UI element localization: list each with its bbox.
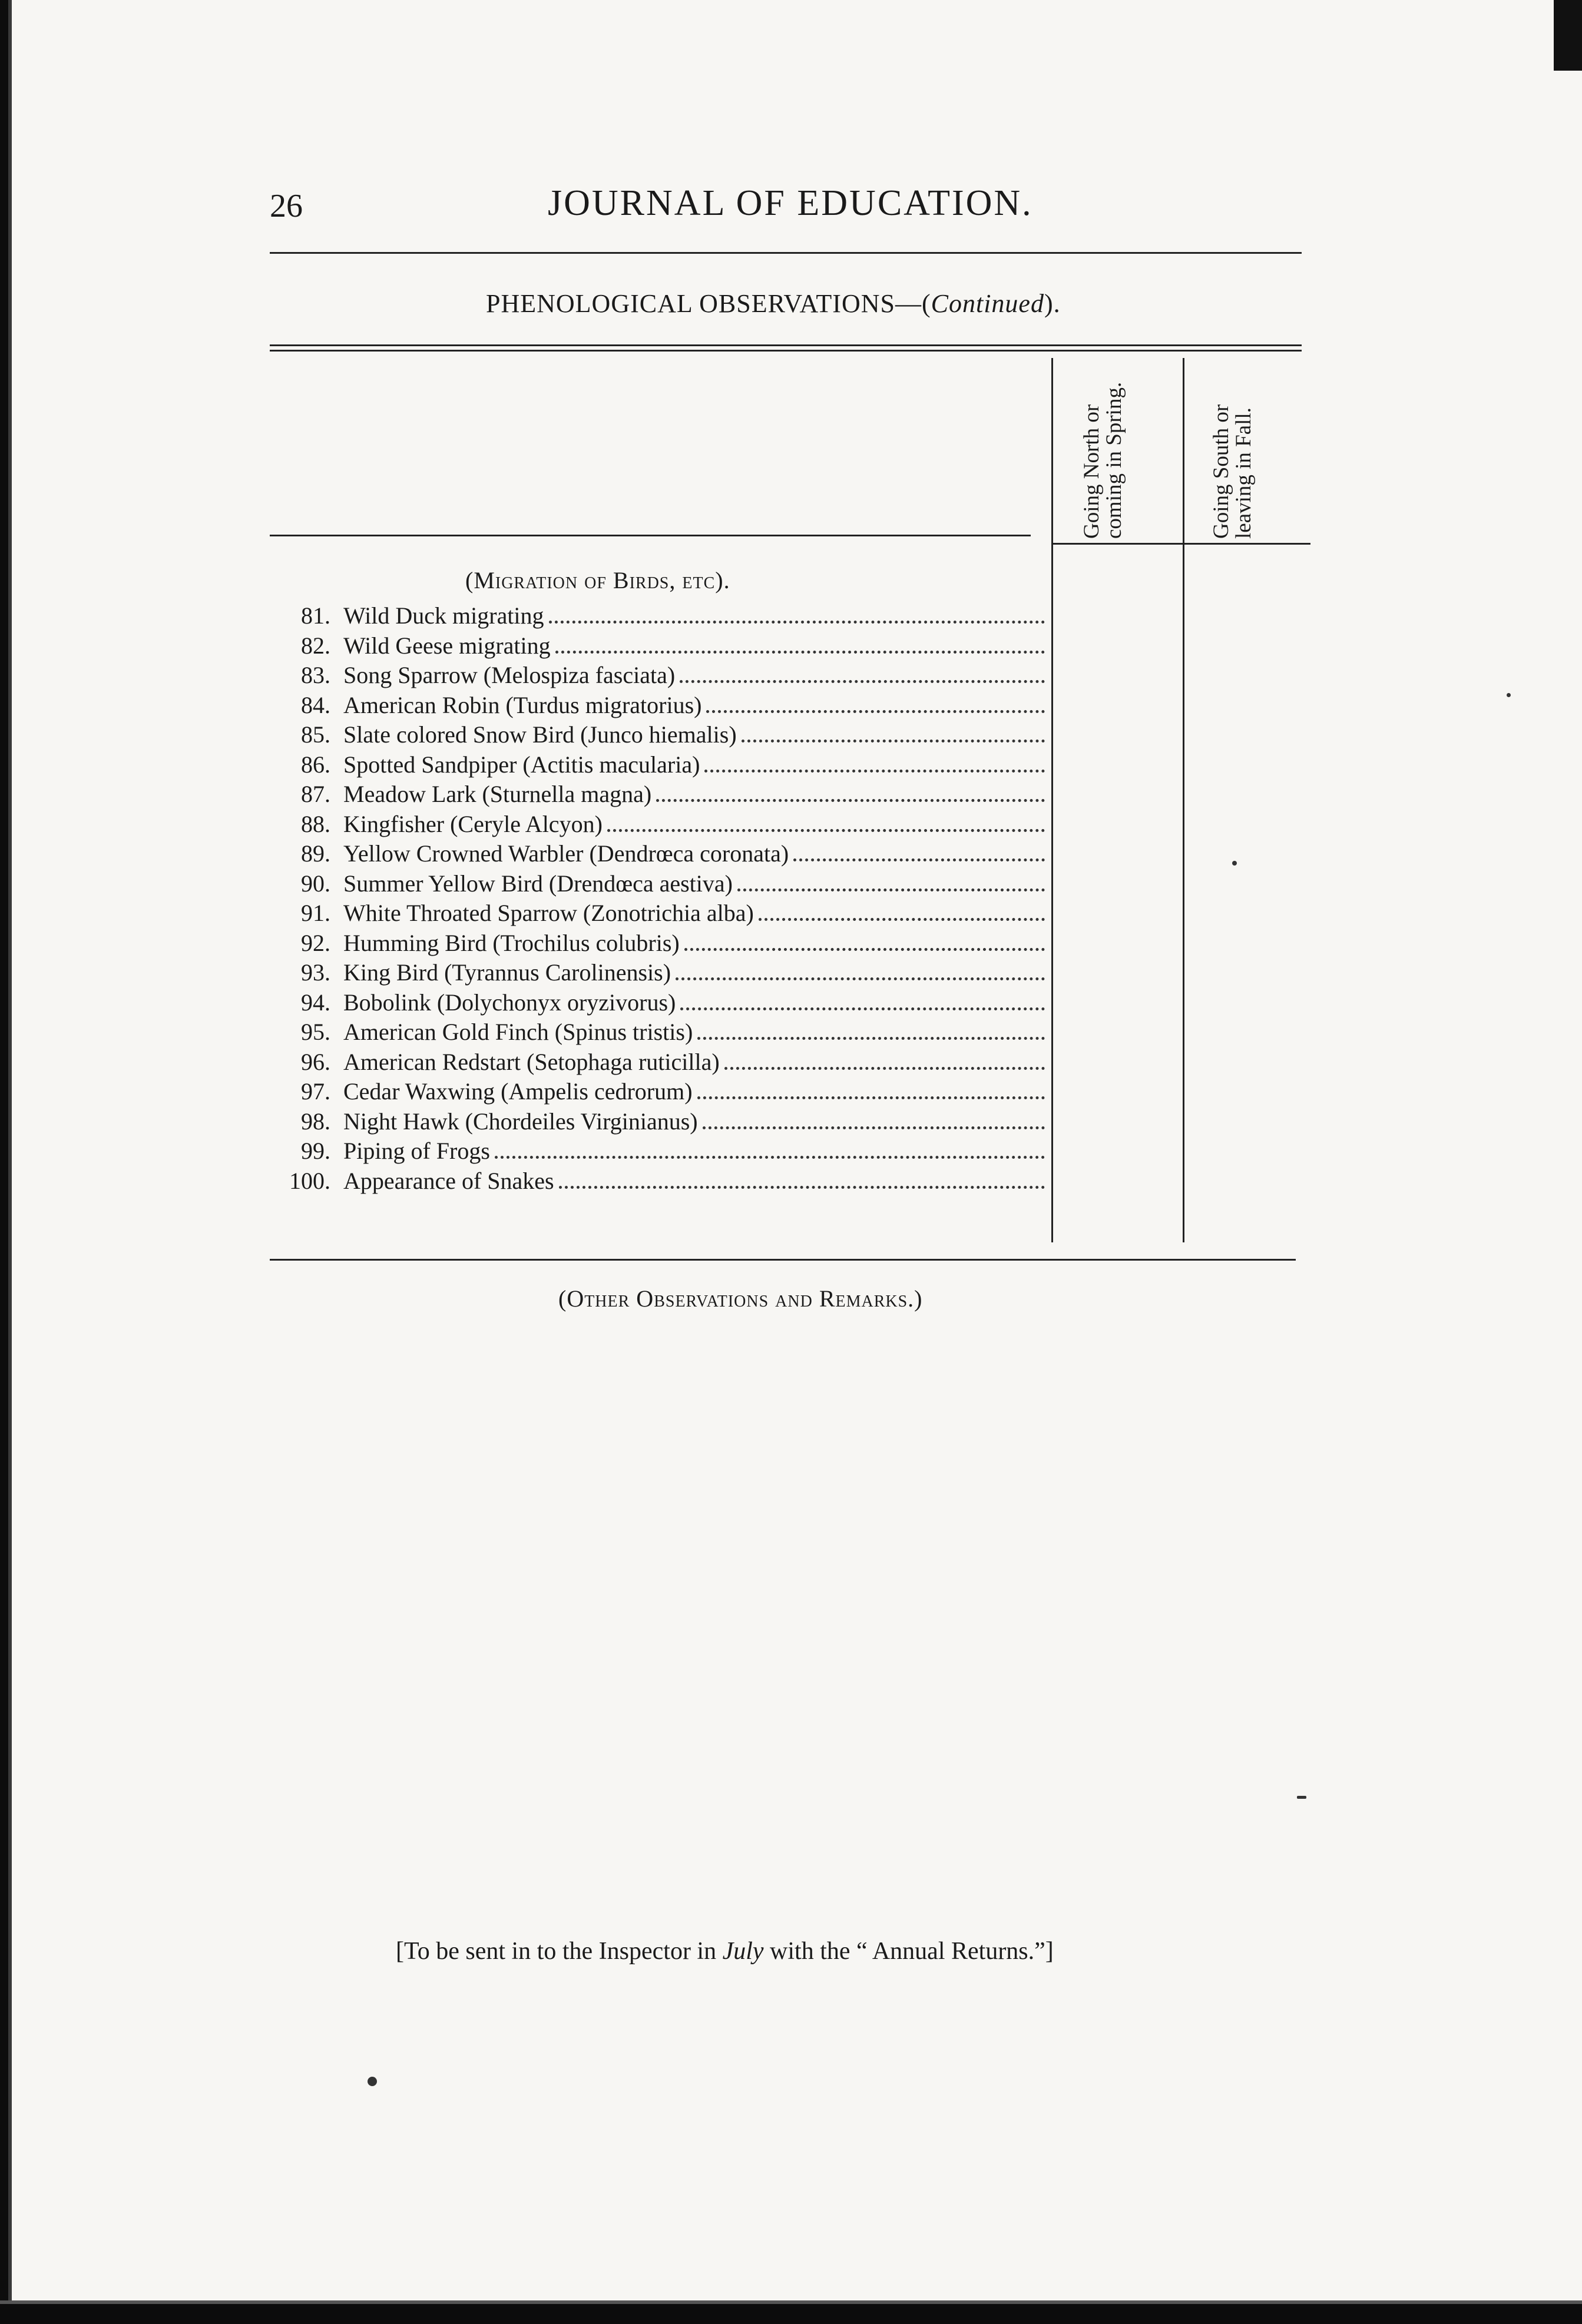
table-row [268,1167,1048,1197]
table-row [268,780,1048,810]
dot-leader [703,1126,1045,1129]
row-number: 87. [301,781,330,807]
row-number: 91. [301,900,330,926]
row-label: American Gold Finch (Spinus tristis) [343,1019,693,1045]
row-number: 83. [301,662,330,688]
row-label: Kingfisher (Ceryle Alcyon) [343,810,603,837]
row-label: Humming Bird (Trochilus colubris) [343,929,680,956]
table-row [268,691,1048,721]
page-number: 26 [270,188,303,224]
dot-leader [724,1067,1045,1070]
row-number: 92. [301,929,330,956]
table-row [268,1048,1048,1078]
dot-leader [737,889,1045,891]
table-row [268,870,1048,900]
row-number: 100. [289,1167,330,1194]
row-number: 99. [301,1138,330,1164]
row-label: Slate colored Snow Bird (Junco hiemalis) [343,721,737,748]
dot-leader [495,1156,1045,1159]
row-number: 81. [301,602,330,629]
scan-edge-bottom [0,2289,1582,2324]
dot-leader [676,977,1045,980]
table-row [268,1108,1048,1138]
dot-leader [680,680,1045,683]
row-label: Song Sparrow (Melospiza fasciata) [343,662,676,688]
row-label: Wild Geese migrating [343,632,551,659]
observation-list [268,602,1048,1196]
row-label: Summer Yellow Bird (Drendœca aestiva) [343,870,733,897]
dot-leader [559,1186,1045,1189]
dot-leader [680,1007,1045,1010]
row-label: Night Hawk (Chordeiles Virginianus) [343,1108,698,1135]
table-row [268,751,1048,781]
table-row [268,1078,1048,1108]
row-number: 86. [301,751,330,778]
table-top-rule-2 [270,350,1302,352]
dot-leader [607,829,1045,832]
table-row [268,661,1048,691]
row-number: 84. [301,691,330,718]
other-remarks-heading: (Other Observations and Remarks.) [558,1285,923,1312]
row-label: Wild Duck migrating [343,602,544,629]
row-number: 93. [301,959,330,986]
footer-note-after: with the “ Annual Returns.”] [763,1938,1054,1965]
table-row [268,989,1048,1019]
footer-note [396,1937,1054,1965]
table-row [268,602,1048,632]
row-number: 85. [301,721,330,748]
table-row [268,840,1048,870]
row-label: American Redstart (Setophaga ruticilla) [343,1048,720,1075]
ink-speck [368,2077,377,2086]
header-cell-rule [270,535,1031,536]
row-label: Cedar Waxwing (Ampelis cedrorum) [343,1078,693,1105]
table-row [268,721,1048,751]
table-row [268,632,1048,662]
row-label: Yellow Crowned Warbler (Dendrœca coronata) [343,840,789,867]
row-number: 96. [301,1048,330,1075]
section-title-italic: Continued [931,289,1044,318]
table-row [268,899,1048,929]
dot-leader [704,770,1045,773]
row-number: 82. [301,632,330,659]
column-header-going-south: Going South or leaving in Fall. [1209,404,1256,539]
table-top-rule [270,344,1302,346]
section-title [486,289,1061,319]
row-number: 97. [301,1078,330,1105]
table-row [268,959,1048,989]
dot-leader [793,858,1045,861]
table-bottom-rule [270,1259,1296,1261]
row-label: White Throated Sparrow (Zonotrichia alba) [343,900,754,926]
footer-note-italic: July [722,1938,764,1965]
column-header-rule [1051,543,1310,545]
table-row [268,929,1048,959]
footer-note-before: [To be sent in to the Inspector in [396,1938,723,1965]
scan-edge-left [0,0,16,2324]
row-number: 88. [301,810,330,837]
table-row [268,1018,1048,1048]
row-label: Bobolink (Dolychonyx oryzivorus) [343,989,676,1016]
dot-leader [706,710,1045,713]
dot-leader [549,621,1045,624]
row-label: Meadow Lark (Sturnella magna) [343,781,652,807]
header-rule [270,252,1302,254]
row-number: 89. [301,840,330,867]
row-label: Appearance of Snakes [343,1167,554,1194]
dot-leader [697,1096,1045,1099]
row-number: 98. [301,1108,330,1135]
dot-leader [742,740,1045,742]
row-label: Piping of Frogs [343,1138,490,1164]
table-row [268,810,1048,840]
dot-leader [684,948,1045,951]
row-label: Spotted Sandpiper (Actitis macularia) [343,751,700,778]
ink-speck [1232,861,1237,866]
section-title-end: ). [1044,289,1061,318]
dot-leader [697,1037,1045,1040]
section-title-main: PHENOLOGICAL OBSERVATIONS—( [486,289,931,318]
ink-speck [1507,693,1511,697]
column-divider-2 [1183,358,1184,1242]
journal-title: JOURNAL OF EDUCATION. [548,183,1033,223]
table-row [268,1137,1048,1167]
row-number: 95. [301,1019,330,1045]
dot-leader [555,651,1045,654]
scan-edge-right [1554,0,1582,71]
table-subheading: (Migration of Birds, etc). [465,567,730,594]
column-divider-1 [1051,358,1053,1242]
row-label: American Robin (Turdus migratorius) [343,691,702,718]
dot-leader [656,799,1045,802]
column-header-going-north: Going North or coming in Spring. [1080,382,1126,539]
row-label: King Bird (Tyrannus Carolinensis) [343,959,671,986]
row-number: 90. [301,870,330,897]
ink-speck [1297,1796,1306,1799]
row-number: 94. [301,989,330,1016]
dot-leader [759,918,1045,921]
